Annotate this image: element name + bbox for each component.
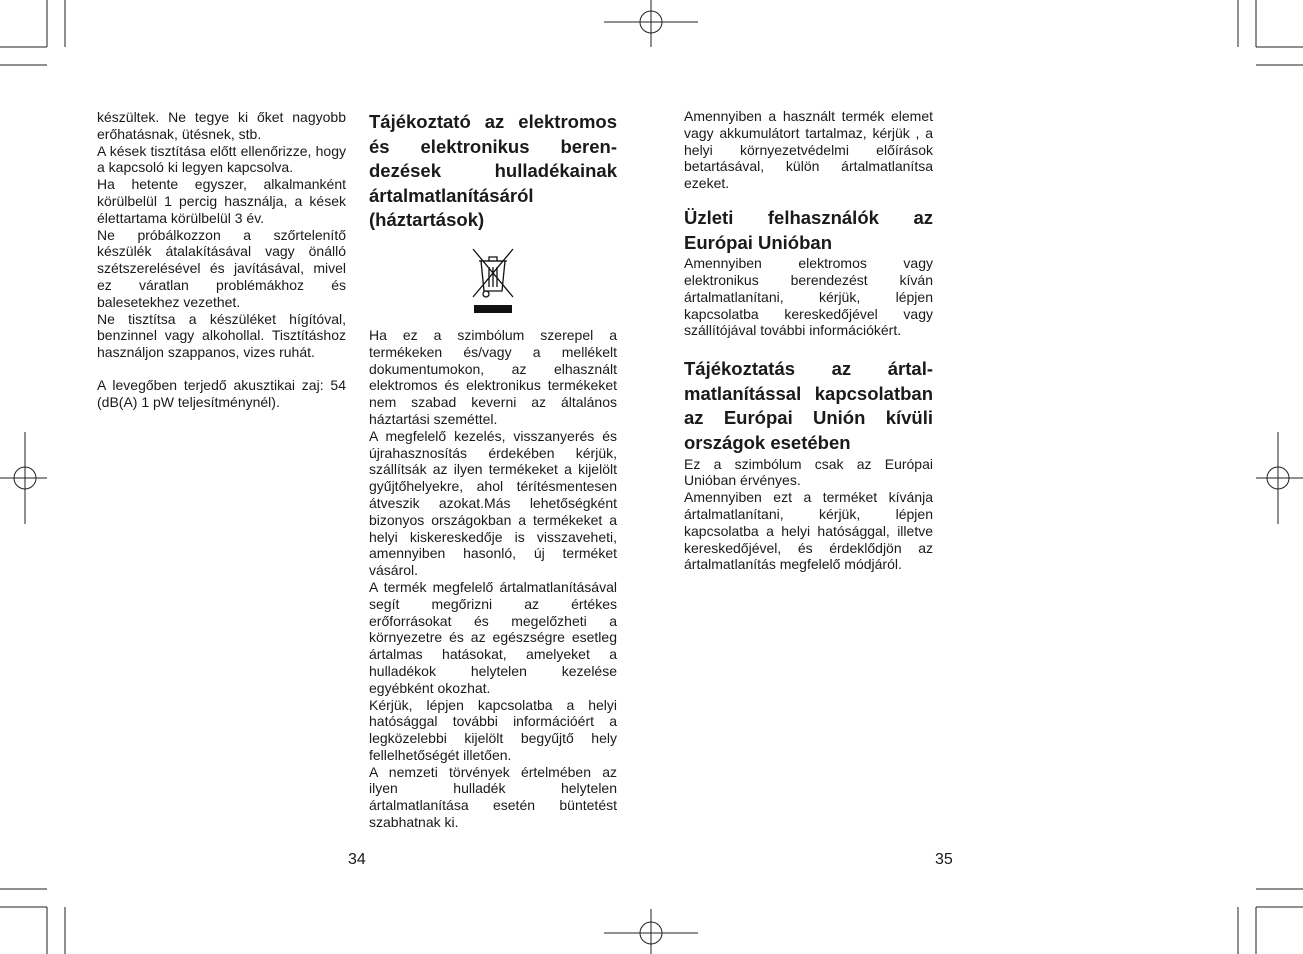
middle-column [369,110,617,831]
paragraph: A megfelelő kezelés, visszanyerés és újrahasznosítás érdekében kérjük, szállítsák az ilyen termékeket a kijelölt gyűjtőhelyekre, ahol térítésmentesen átveszik azokat.Más lehetőségként bizonyos országokban a termékeket a helyi kiskereskedője is visszaveheti, amennyiben hasonló, új terméket vásárol. [369,427,617,579]
paragraph: Ne tisztítsa a készüléket hígítóval, benzinnel vagy alkohollal. Tisztításhoz használjon szappanos, vizes ruhát. [97,310,346,361]
paragraph: Ez a szimbólum csak az Európai Unióban érvényes. [684,455,933,489]
paragraph: Amennyiben ezt a terméket kívánja ártalmatlanítani, kérjük, lépjen kapcsolatba a helyi hatósággal, illetve kereskedőjével, és érdeklődjön az ártalmatlanítás megfelelő módjáról. [684,489,933,573]
weee-heading: Tájékoztató az elektromos és elektronikus beren-dezések hulladékainak ártalmatlanításáról (háztartások) [369,111,617,231]
noise-level-note: A levegőben terjedő akusztikai zaj: 54 (dB(A) 1 pW teljesítménynél). [97,376,346,410]
paragraph: A termék megfelelő ártalmatlanításával segít megőrizni az értékes erőforrásokat és megelőzheti a környezetre és az egészségre esetleg ártalmas hatásokat, amelyeket a hulladékok helytelen kezelése egyébként okozhat. [369,578,617,696]
crossed-out-wheelie-bin-icon [469,245,517,315]
paragraph: Ha ez a szimbólum szerepel a termékeken és/vagy a mellékelt dokumentumokon, az elhasznált elektromos és elektronikus termékeket nem szabad keverni az általános háztartási szeméttel. [369,326,617,427]
paragraph: Amennyiben a használt termék elemet vagy akkumulátort tartalmaz, kérjük , a helyi környezetvédelmi előírások betartásával, külön ártalmatlanítsa ezeket. [684,108,933,192]
page-number-right: 35 [935,851,953,868]
paragraph: készültek. Ne tegye ki őket nagyobb erőhatásnak, ütésnek, stb. [97,109,346,142]
page-number-left: 34 [348,851,366,868]
weee-symbol [369,245,617,315]
left-column [97,109,346,411]
paragraph: A nemzeti törvények értelmében az ilyen hulladék helytelen ártalmatlanítása esetén büntetést szabhatnak ki. [369,763,617,831]
paragraph: Ha hetente egyszer, alkalmanként körülbelül 1 percig használja, a kések élettartama körülbelül 3 év. [97,176,346,226]
paragraph: Kérjük, lépjen kapcsolatba a helyi hatósággal további információért a legközelebbi kijelölt begyűjtő hely fellelhetőségét illetően. [369,696,617,763]
paragraph: A kések tisztítása előtt ellenőrizze, hogy a kapcsoló ki legyen kapcsolva. [97,142,346,176]
paragraph: Amennyiben elektromos vagy elektronikus berendezést kíván ártalmatlanítani, kérjük, lépjen kapcsolatba kereskedőjével vagy szállítójával további információkért. [684,255,933,339]
paragraph: Ne próbálkozzon a szőrtelenítő készülék átalakításával vagy önálló szétszerelésével és javításával, mivel ez váratlan problémákhoz és balesetekhez vezethet. [97,226,346,310]
right-column [684,108,933,573]
section-heading-business-users: Üzleti felhasználók az Európai Unióban [684,206,933,253]
section-heading-outside-eu: Tájékoztatás az ártal-matlanítással kapcsolatban az Európai Unión kívüli országok esetében [684,358,933,453]
